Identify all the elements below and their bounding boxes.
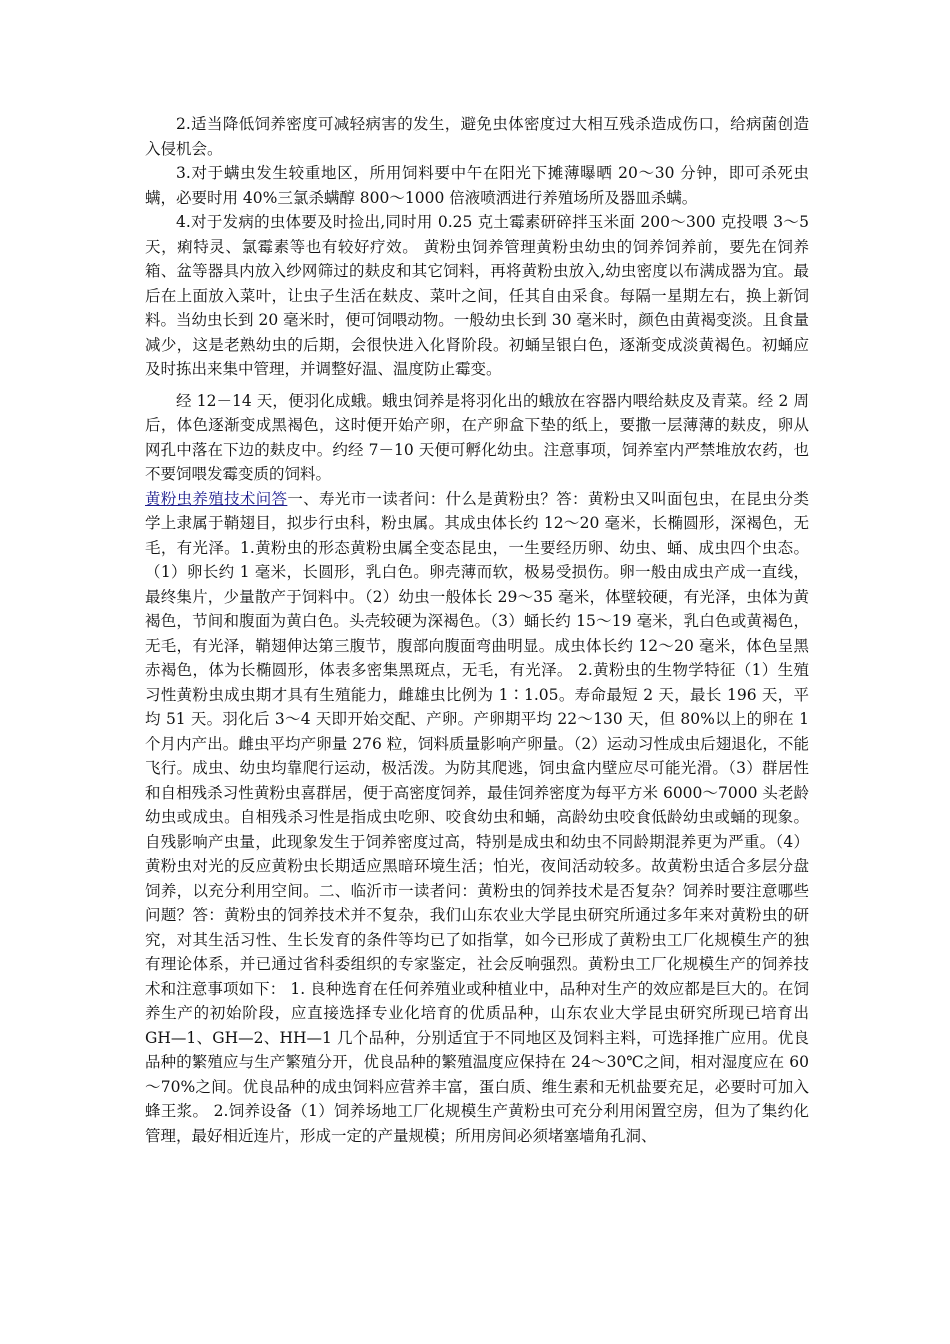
- paragraph-mite-control: 3.对于螨虫发生较重地区，所用饲料要中午在阳光下摊薄曝晒 20～30 分钟，即可杀死虫螨，必要时用 40%三氯杀螨醇 800～1000 倍液喷洒进行养殖场所及器皿杀螨。: [145, 164, 809, 207]
- paragraph-qa-section: [145, 487, 809, 1149]
- document-body: [145, 112, 809, 1148]
- qa-title-link[interactable]: 黄粉虫养殖技术问答: [145, 489, 288, 508]
- paragraph-moth-rearing: 经 12－14 天，便羽化成蛾。蛾虫饲养是将羽化出的蛾放在容器内喂给麸皮及青菜。经 2 周后，体色逐渐变成黑褐色，这时便开始产卵，在产卵盒下垫的纸上，要撒一层薄薄的麸皮，卵从网孔中落在下边的麸皮中。约经 7－10 天便可孵化幼虫。注意事项，饲养室内严禁堆放农药，也不要饲喂发霉变质的饲料。: [145, 391, 809, 483]
- paragraph-treatment-and-larva-management: 4.对于发病的虫体要及时捡出,同时用 0.25 克土霉素研碎拌玉米面 200～300 克投喂 3～5 天，痢特灵、氯霉素等也有较好疗效。 黄粉虫饲养管理黄粉虫幼虫的饲养饲养前，要先在饲养箱、盆等器具内放入纱网筛过的麸皮和其它饲料，再将黄粉虫放入,幼虫密度以布满成器为宜。最后在上面放入菜叶，让虫子生活在麸皮、菜叶之间，任其自由采食。每隔一星期左右，换上新饲料。当幼虫长到 20 毫米时，便可饲喂动物。一般幼虫长到 30 毫米时，颜色由黄褐变淡。且食量减少，这是老熟幼虫的后期，会很快进入化肾阶段。初蛹呈银白色，逐渐变成淡黄褐色。初蛹应及时拣出来集中管理，并调整好温、温度防止霉变。: [145, 213, 809, 378]
- qa-body-text: 一、寿光市一读者问：什么是黄粉虫？答：黄粉虫又叫面包虫，在昆虫分类学上隶属于鞘翅目，拟步行虫科，粉虫属。其成虫体长约 12～20 毫米，长椭圆形，深褐色，无毛，有光泽。1.黄粉虫的形态黄粉虫属全变态昆虫，一生要经历卵、幼虫、蛹、成虫四个虫态。（1）卵长约 1 毫米，长圆形，乳白色。卵壳薄而软，极易受损伤。卵一般由成虫产成一直线，最终集片，少量散产于饲料中。（2）幼虫一般体长 29～35 毫米，体壁较硬，有光泽，虫体为黄褐色，节间和腹面为黄白色。头壳较硬为深褐色。（3）蛹长约 15～19 毫米，乳白色或黄褐色，无毛，有光泽，鞘翅伸达第三腹节，腹部向腹面弯曲明显。成虫体长约 12～20 毫米，体色呈黑赤褐色，体为长椭圆形，体表多密集黑斑点，无毛，有光泽。 2.黄粉虫的生物学特征（1）生殖习性黄粉虫成虫期才具有生殖能力，雌雄虫比例为 1∶1.05。寿命最短 2 天，最长 196 天，平均 51 天。羽化后 3～4 天即开始交配、产卵。产卵期平均 22～130 天，但 80%以上的卵在 1 个月内产出。雌虫平均产卵量 276 粒，饲料质量影响产卵量。（2）运动习性成虫后翅退化，不能飞行。成虫、幼虫均靠爬行运动，极活泼。为防其爬逃，饲虫盒内壁应尽可能光滑。（3）群居性和自相残杀习性黄粉虫喜群居，便于高密度饲养，最佳饲养密度为每平方米 6000～7000 头老龄幼虫或成虫。自相残杀习性是指成虫吃卵、咬食幼虫和蛹，高龄幼虫咬食低龄幼虫或蛹的现象。自残影响产虫量，此现象发生于饲养密度过高，特别是成虫和幼虫不同龄期混养更为严重。（4）黄粉虫对光的反应黄粉虫长期适应黑暗环境生活；怕光，夜间活动较多。故黄粉虫适合多层分盘饲养，以充分利用空间。二、临沂市一读者问：黄粉虫的饲养技术是否复杂？饲养时要注意哪些问题？答：黄粉虫的饲养技术并不复杂，我们山东农业大学昆虫研究所通过多年来对黄粉虫的研究，对其生活习性、生长发育的条件等均已了如指掌，如今已形成了黄粉虫工厂化规模生产的独有理论体系，并已通过省科委组织的专家鉴定，社会反响强烈。黄粉虫工厂化规模生产的饲养技术和注意事项如下： 1. 良种选育在任何养殖业或种植业中，品种对生产的效应都是巨大的。在饲养生产的初始阶段，应直接选择专业化培育的优质品种，山东农业大学昆虫研究所现已培育出 GH—1、GH—2、HH—1 几个品种，分别适宜于不同地区及饲料主料，可选择推广应用。优良品种的繁殖应与生产繁殖分开，优良品种的繁殖温度应保持在 24～30℃之间，相对湿度应在 60～70%之间。优良品种的成虫饲料应营养丰富，蛋白质、维生素和无机盐要充足，必要时可加入蜂王浆。 2.饲养设备（1）饲养场地工厂化规模生产黄粉虫可充分利用闲置空房，但为了集约化管理，最好相近连片，形成一定的产量规模；所用房间必须堵塞墙角孔洞、: [145, 489, 809, 1145]
- paragraph-disease-density: 2.适当降低饲养密度可减轻病害的发生，避免虫体密度过大相互残杀造成伤口，给病菌创造入侵机会。: [145, 115, 809, 158]
